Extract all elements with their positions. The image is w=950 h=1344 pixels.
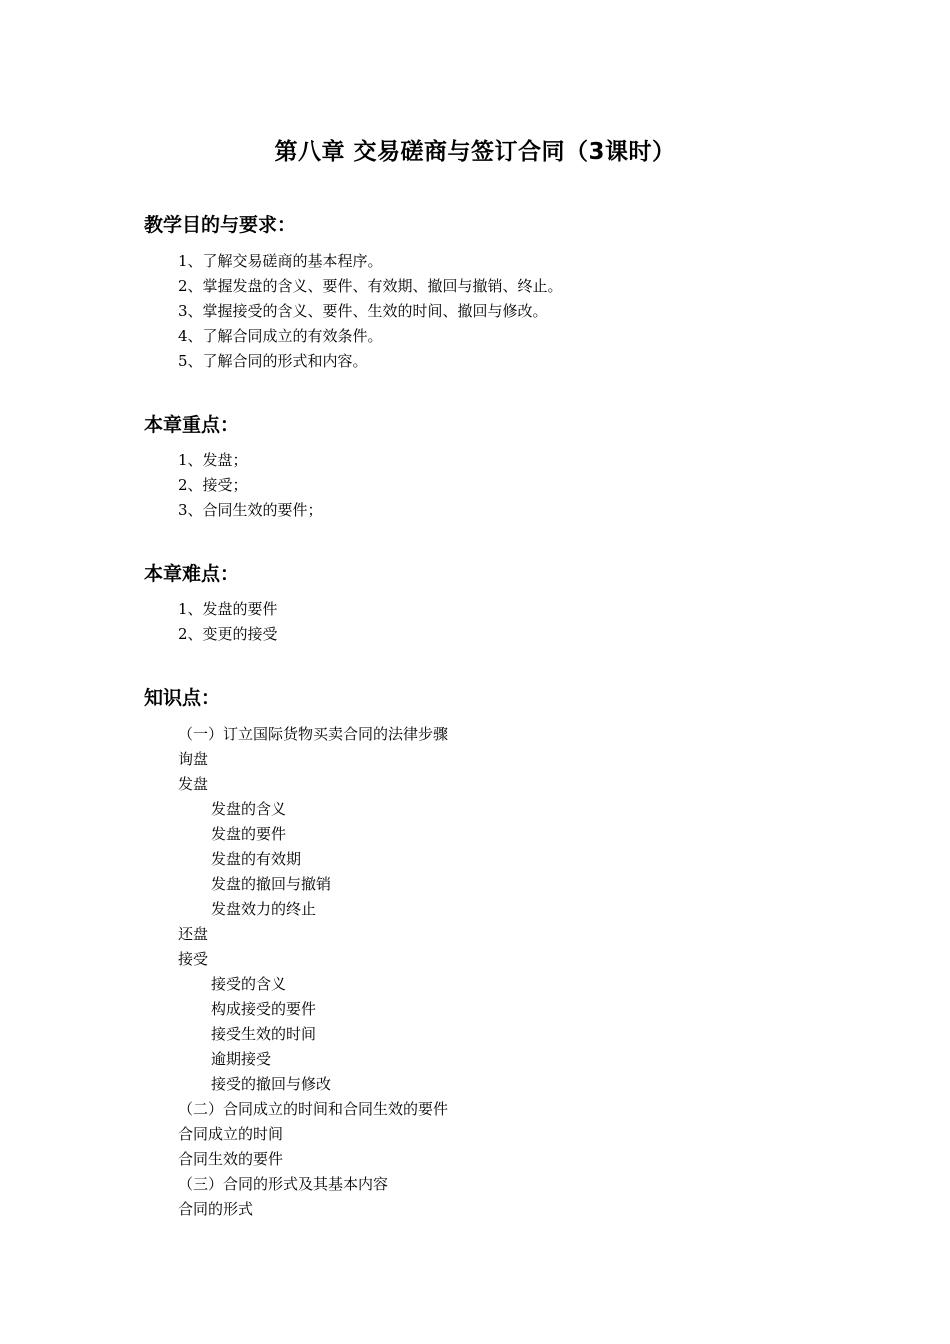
knowledge-points-list: [178, 722, 448, 1222]
list-item: （一）订立国际货物买卖合同的法律步骤: [178, 725, 449, 743]
list-item: 合同的形式: [178, 1200, 254, 1218]
list-item: 发盘效力的终止: [211, 900, 317, 918]
key-points-list: [178, 448, 323, 523]
list-item: 4、了解合同成立的有效条件。: [178, 327, 383, 345]
list-item: 接受生效的时间: [211, 1025, 317, 1043]
list-item: 2、接受；: [178, 476, 248, 494]
list-item: 发盘的有效期: [211, 850, 302, 868]
objectives-heading: 教学目的与要求：: [144, 214, 297, 236]
key-points-heading: 本章重点：: [144, 414, 240, 436]
list-item: 1、发盘的要件: [178, 600, 278, 618]
list-item: 发盘的含义: [211, 800, 287, 818]
list-item: 2、变更的接受: [178, 625, 278, 643]
list-item: 询盘: [178, 750, 209, 768]
list-item: （三）合同的形式及其基本内容: [178, 1175, 389, 1193]
chapter-title: 第八章 交易磋商与签订合同（3课时）: [274, 139, 676, 165]
list-item: 发盘: [178, 775, 209, 793]
objectives-list: [178, 249, 563, 374]
list-item: 发盘的要件: [211, 825, 287, 843]
list-item: 接受的撤回与修改: [211, 1075, 332, 1093]
list-item: 1、了解交易磋商的基本程序。: [178, 252, 383, 270]
list-item: 1、发盘；: [178, 451, 248, 469]
difficult-points-list: [178, 597, 278, 647]
list-item: 构成接受的要件: [211, 1000, 317, 1018]
list-item: 接受的含义: [211, 975, 287, 993]
list-item: 发盘的撤回与撤销: [211, 875, 332, 893]
list-item: 合同成立的时间: [178, 1125, 284, 1143]
list-item: （二）合同成立的时间和合同生效的要件: [178, 1100, 449, 1118]
list-item: 还盘: [178, 925, 209, 943]
list-item: 3、合同生效的要件；: [178, 501, 323, 519]
list-item: 3、掌握接受的含义、要件、生效的时间、撤回与修改。: [178, 302, 548, 320]
list-item: 接受: [178, 950, 209, 968]
list-item: 2、掌握发盘的含义、要件、有效期、撤回与撤销、终止。: [178, 277, 563, 295]
knowledge-points-heading: 知识点：: [144, 687, 221, 709]
list-item: 合同生效的要件: [178, 1150, 284, 1168]
list-item: 5、了解合同的形式和内容。: [178, 352, 368, 370]
list-item: 逾期接受: [211, 1050, 272, 1068]
difficult-points-heading: 本章难点：: [144, 563, 240, 585]
